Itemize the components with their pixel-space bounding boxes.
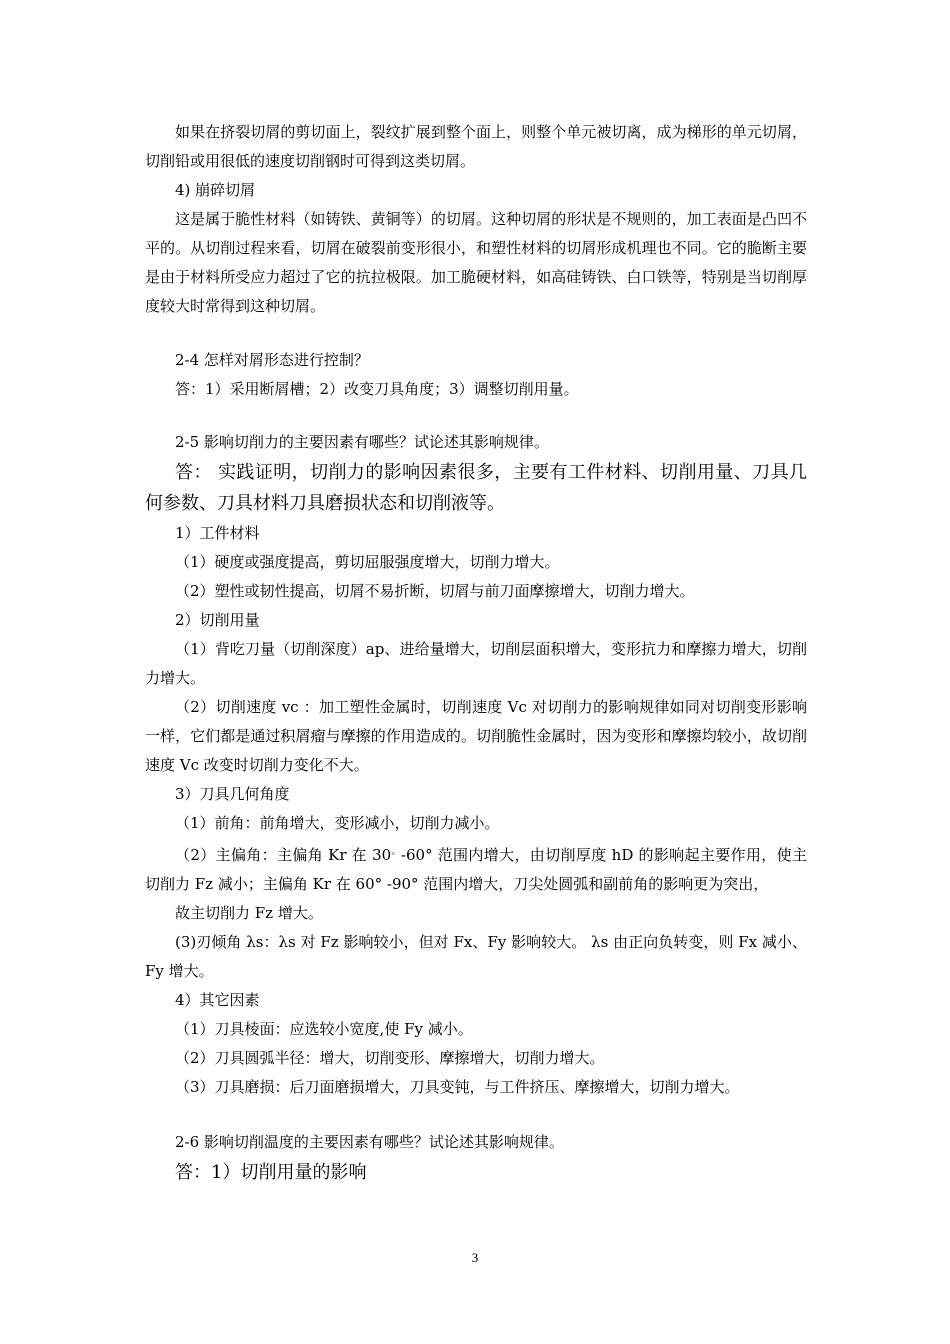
question-2-5: 2-5 影响切削力的主要因素有哪些？试论述其影响规律。 <box>175 433 549 451</box>
item-cutting-speed: （2）切削速度 vc ：加工塑性金属时，切削速度 Vc 对切削力的影响规律如同对切削变形影响一样，它们都是通过积屑瘤与摩擦的作用造成的。切削脆性金属时，因为变形和摩擦均较小，故切削速度 Vc 改变时切削力变化不大。 <box>145 698 807 774</box>
item-nose-radius: （2）刀具圆弧半径：增大，切削变形、摩擦增大，切削力增大。 <box>175 1049 605 1067</box>
question-2-6: 2-6 影响切削温度的主要因素有哪些？试论述其影响规律。 <box>175 1133 564 1151</box>
answer-2-4: 答：1）采用断屑槽；2）改变刀具角度；3）调整切削用量。 <box>175 380 579 398</box>
item-main-cutting-force: 故主切削力 Fz 增大。 <box>175 904 323 922</box>
item-depth-feed: （1）背吃刀量（切削深度）ap、进给量增大，切削层面积增大，变形抗力和摩擦力增大，切削力增大。 <box>145 640 807 687</box>
item-inclination-angle: (3)刃倾角 λs：λs 对 Fz 影响较小，但对 Fx、Fy 影响较大。 λs 由正向负转变，则 Fx 减小、Fy 增大。 <box>145 933 807 980</box>
page-body <box>145 118 807 1188</box>
paragraph-crushed-chip: 这是属于脆性材料（如铸铁、黄铜等）的切屑。这种切屑的形状是不规则的，加工表面是凸凹不平的。从切削过程来看，切屑在破裂前变形很小，和塑性材料的切屑形成机理也不同。它的脆断主要是由于材料所受应力超过了它的抗拉极限。加工脆硬材料，如高硅铸铁、白口铁等，特别是当切削厚度较大时常得到这种切屑。 <box>145 210 807 315</box>
heading-cutting-amount: 2）切削用量 <box>175 611 260 629</box>
heading-crushed-chip: 4) 崩碎切屑 <box>175 181 256 199</box>
paragraph-unit-chip: 如果在挤裂切屑的剪切面上，裂纹扩展到整个面上，则整个单元被切离，成为梯形的单元切屑，切削铅或用很低的速度切削钢时可得到这类切屑。 <box>145 123 807 170</box>
heading-workpiece-material: 1）工件材料 <box>175 524 260 542</box>
page-number: 3 <box>471 1250 479 1265</box>
item-rake-angle: （1）前角：前角增大，变形减小，切削力减小。 <box>175 814 500 832</box>
item-main-cutting-angle: （2）主偏角：主偏角 Kr 在 30。-60° 范围内增大，由切削厚度 hD 的影响起主要作用，使主切削力 Fz 减小；主偏角 Kr 在 60° -90° 范围内增大，刀尖处圆弧和副前角的影响更为突出， <box>145 846 807 893</box>
answer-2-5-intro: 答： 实践证明，切削力的影响因素很多，主要有工件材料、切削用量、刀具几何参数、刀具材料刀具磨损状态和切削液等。 <box>145 462 807 514</box>
degree-mark: 。 <box>391 847 401 857</box>
question-2-4: 2-4 怎样对屑形态进行控制？ <box>175 351 369 369</box>
item-hardness: （1）硬度或强度提高，剪切屈服强度增大，切削力增大。 <box>175 553 560 571</box>
item-land: （1）刀具棱面：应选较小宽度,使 Fy 减小。 <box>175 1020 473 1038</box>
heading-other-factors: 4）其它因素 <box>175 991 260 1009</box>
heading-tool-geometry: 3）刀具几何角度 <box>175 785 290 803</box>
answer-2-6: 答：1）切削用量的影响 <box>175 1162 367 1183</box>
item-plasticity: （2）塑性或韧性提高，切屑不易折断，切屑与前刀面摩擦增大，切削力增大。 <box>175 582 695 600</box>
item-tool-wear: （3）刀具磨损：后刀面磨损增大，刀具变钝，与工件挤压、摩擦增大，切削力增大。 <box>175 1078 740 1096</box>
